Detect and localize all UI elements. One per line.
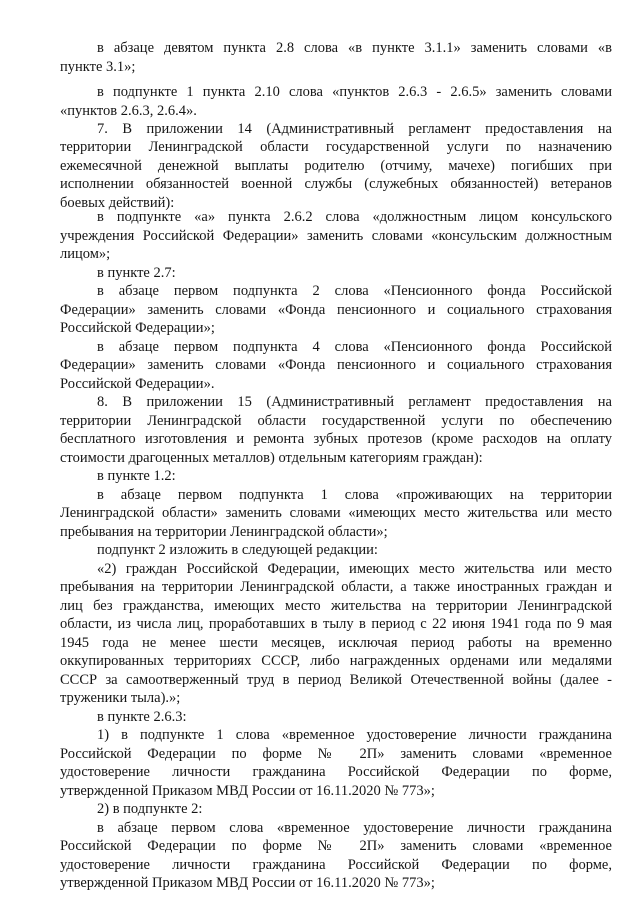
text-line: «2) граждан Российской Федерации, имеющих место жительства или место (97, 561, 612, 577)
text-line: бесплатного изготовления и ремонта зубных протезов (кроме расходов на оплату (60, 431, 612, 447)
text-line: Российской Федерации»; (60, 320, 215, 336)
text-line: 1945 года не менее шести месяцев, исключая период работы на временно (60, 635, 612, 651)
text-line: Ленинградской области» заменить словами «имеющих место жительства или место (60, 505, 612, 521)
text-line: боевых действий): (60, 195, 175, 211)
text-line: удостоверение личности гражданина Российской Федерации по форме, (60, 857, 612, 873)
text-line: утвержденной Приказом МВД России от 16.11.2020 № 773»; (60, 783, 435, 799)
text-line: труженики тыла).»; (60, 690, 181, 706)
text-line: лиц без гражданства, имеющих место жительства на территории Ленинградской (60, 598, 612, 614)
text-line: Федерации» заменить словами «Фонда пенсионного и социального страхования (60, 357, 612, 373)
text-line: в абзаце первом подпункта 1 слова «проживающих на территории (97, 487, 612, 503)
text-line: ежемесячной денежной выплаты родителю (отчиму, мачехе) погибших при (60, 158, 612, 174)
text-line: лицом»; (60, 246, 111, 262)
text-line: территории Ленинградской области государственной услуги по назначению (60, 139, 612, 155)
text-line: в пункте 2.6.3: (97, 709, 187, 725)
text-line: СССР за самоотверженный труд в период Великой Отечественной войны (далее - (60, 672, 612, 688)
text-line: Российской Федерации по форме № 2П» заменить словами «временное (60, 838, 612, 854)
text-line: «пунктов 2.6.3, 2.6.4». (60, 103, 197, 119)
text-line: территории Ленинградской области государственной услуги по обеспечению (60, 413, 612, 429)
text-line: в пункте 2.7: (97, 265, 176, 281)
text-line: в абзаце первом слова «временное удостоверение личности гражданина (97, 820, 612, 836)
text-line: в подпункте «а» пункта 2.6.2 слова «должностным лицом консульского (97, 209, 612, 225)
text-line: Федерации» заменить словами «Фонда пенсионного и социального страхования (60, 302, 612, 318)
text-line: удостоверение личности гражданина Российской Федерации по форме, (60, 764, 612, 780)
text-line: утвержденной Приказом МВД России от 16.11.2020 № 773»; (60, 875, 435, 891)
text-line: пребывания на территории Ленинградской области, а также иностранных граждан и (60, 579, 612, 595)
text-line: пункте 3.1»; (60, 59, 136, 75)
text-line: в подпункте 1 пункта 2.10 слова «пунктов 2.6.3 - 2.6.5» заменить словами (97, 84, 612, 100)
text-line: пребывания на территории Ленинградской области»; (60, 524, 388, 540)
text-line: оккупированных территориях СССР, либо награжденных орденами или медалями (60, 653, 612, 669)
text-line: области, из числа лиц, проработавших в тылу в период с 22 июня 1941 года по 9 мая (60, 616, 612, 632)
text-line: исполнении обязанностей военной службы (служебных обязанностей) ветеранов (60, 176, 612, 192)
text-line: в пункте 1.2: (97, 468, 176, 484)
text-line: 8. В приложении 15 (Административный регламент предоставления на (97, 394, 612, 410)
text-line: 2) в подпункте 2: (97, 801, 203, 817)
text-line: в абзаце девятом пункта 2.8 слова «в пункте 3.1.1» заменить словами «в (97, 40, 612, 56)
text-line: Российской Федерации по форме № 2П» заменить словами «временное (60, 746, 612, 762)
text-line: учреждения Российской Федерации» заменить словами «консульским должностным (60, 228, 612, 244)
text-line: Российской Федерации». (60, 376, 215, 392)
text-line: подпункт 2 изложить в следующей редакции: (97, 542, 378, 558)
text-line: в абзаце первом подпункта 2 слова «Пенсионного фонда Российской (97, 283, 612, 299)
text-line: 1) в подпункте 1 слова «временное удостоверение личности гражданина (97, 727, 612, 743)
text-line: в абзаце первом подпункта 4 слова «Пенсионного фонда Российской (97, 339, 612, 355)
text-line: 7. В приложении 14 (Административный регламент предоставления на (97, 121, 612, 137)
text-line: стоимости драгоценных металлов) отдельным категориям граждан): (60, 450, 483, 466)
